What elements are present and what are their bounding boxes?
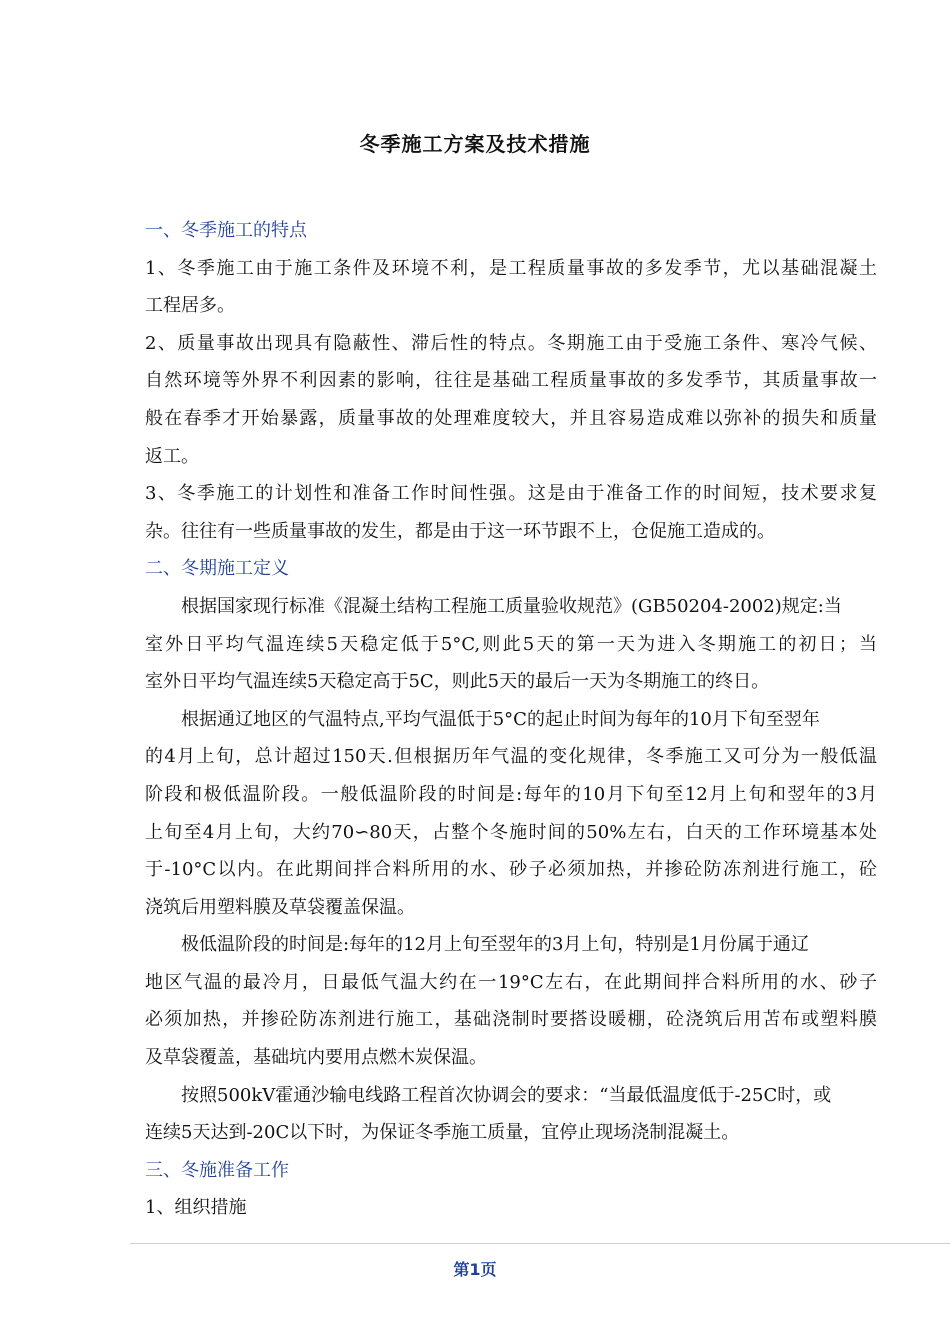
document-title: 冬季施工方案及技术措施 (359, 132, 591, 156)
body-text-line: 工程居多。 (145, 295, 235, 317)
body-text-line: 浇筑后用塑料膜及草袋覆盖保温。 (145, 896, 415, 918)
body-text-line: 于-10°C以内。在此期间拌合料所用的水、砂子必须加热，并掺砼防冻剂进行施工，砼 (145, 859, 877, 881)
body-text-line: 2、质量事故出现具有隐蔽性、滞后性的特点。冬期施工由于受施工条件、寒冷气候、 (145, 332, 877, 354)
body-text-line: 自然环境等外界不利因素的影响，往往是基础工程质量事故的多发季节，其质量事故一 (145, 370, 877, 392)
document-body (145, 212, 877, 1227)
body-text-line: 返工。 (145, 445, 199, 467)
body-text-line: 及草袋覆盖，基础坑内要用点燃木炭保温。 (145, 1047, 487, 1069)
body-text-line: 室外日平均气温连续5天稳定低于5°C,则此5天的第一天为进入冬期施工的初日；当 (145, 633, 877, 655)
page-number: 第1页 (453, 1260, 497, 1279)
body-text-line: 室外日平均气温连续5天稳定高于5C，则此5天的最后一天为冬期施工的终日。 (145, 671, 770, 693)
body-text-line: 的4月上旬，总计超过150天.但根据历年气温的变化规律，冬季施工又可分为一般低温 (145, 746, 877, 768)
body-text-line: 按照500kV霍通沙输电线路工程首次协调会的要求：“当最低温度低于-25C时，或 (181, 1084, 832, 1106)
body-text-line: 根据通辽地区的气温特点,平均气温低于5°C的起止时间为每年的10月下旬至翌年 (181, 708, 820, 730)
body-text-line: 1、冬季施工由于施工条件及环境不利，是工程质量事故的多发季节，尤以基础混凝土 (145, 257, 877, 279)
body-text-line: 根据国家现行标准《混凝土结构工程施工质量验收规范》(GB50204-2002)规定:当 (181, 595, 842, 617)
body-text-line: 1、组织措施 (145, 1197, 247, 1219)
body-text-line: 般在春季才开始暴露，质量事故的处理难度较大，并且容易造成难以弥补的损失和质量 (145, 407, 877, 429)
body-text-line: 极低温阶段的时间是:每年的12月上旬至翌年的3月上旬，特别是1月份属于通辽 (181, 934, 809, 956)
section-heading: 三、冬施准备工作 (145, 1159, 289, 1181)
body-text-line: 连续5天达到-20C以下时，为保证冬季施工质量，宜停止现场浇制混凝土。 (145, 1122, 740, 1144)
body-text-line: 上旬至4月上旬，大约70∽80天，占整个冬施时间的50%左右，白天的工作环境基本处 (145, 821, 877, 843)
section-heading: 二、冬期施工定义 (145, 558, 289, 580)
body-text-line: 地区气温的最冷月，日最低气温大约在一19°C左右，在此期间拌合料所用的水、砂子 (145, 971, 877, 993)
body-text-line: 3、冬季施工的计划性和准备工作时间性强。这是由于准备工作的时间短，技术要求复 (145, 483, 877, 505)
section-heading: 一、冬季施工的特点 (145, 220, 307, 241)
body-text-line: 杂。往往有一些质量事故的发生，都是由于这一环节跟不上，仓促施工造成的。 (145, 520, 775, 542)
body-text-line: 必须加热，并掺砼防冻剂进行施工，基础浇制时要搭设暖棚，砼浇筑后用苫布或塑料膜 (145, 1009, 877, 1031)
body-text-line: 阶段和极低温阶段。一般低温阶段的时间是:每年的10月下旬至12月上旬和翌年的3月 (145, 783, 877, 805)
footer-divider (130, 1243, 950, 1244)
